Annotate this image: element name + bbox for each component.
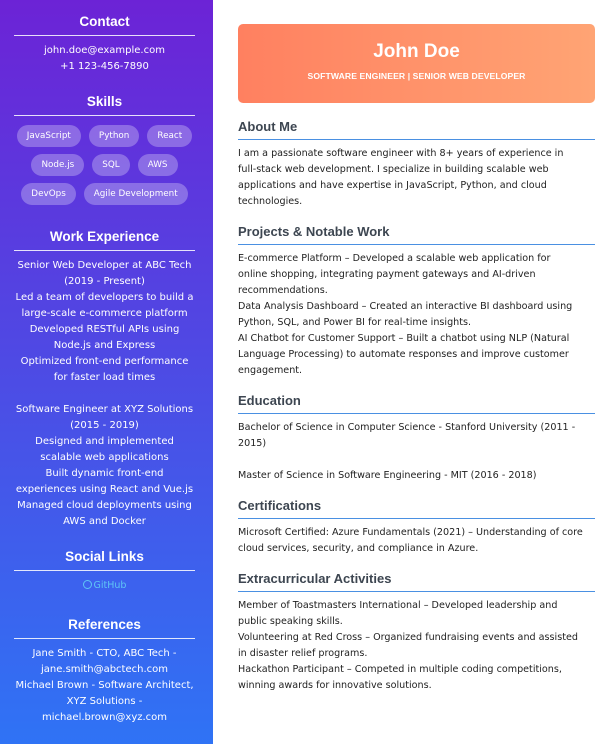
skill-pill: AWS — [138, 154, 178, 176]
job-line: Built dynamic front-end — [45, 468, 164, 479]
project-line: Python, SQL, and Power BI for real-time insights. — [238, 317, 472, 328]
work-section — [14, 229, 195, 530]
skill-pill: JavaScript — [17, 125, 81, 147]
person-role: SOFTWARE ENGINEER | SENIOR WEB DEVELOPER — [307, 71, 526, 81]
job-line: experiences using React and Vue.js — [15, 484, 194, 495]
reference-line: XYZ Solutions - — [66, 696, 143, 707]
social-title: Social Links — [14, 549, 195, 571]
github-icon — [83, 580, 92, 589]
project-line: Language Processing) to automate responses and improve customer — [238, 349, 569, 360]
skills-title: Skills — [14, 94, 195, 116]
job-dates: (2019 - Present) — [64, 276, 145, 287]
skill-pill: SQL — [92, 154, 129, 176]
sidebar — [0, 0, 213, 744]
job-dates: (2015 - 2019) — [70, 420, 139, 431]
job-line: Designed and implemented — [35, 436, 174, 447]
certification-line: Microsoft Certified: Azure Fundamentals (2021) – Understanding of core — [238, 527, 583, 538]
project-line: recommendations. — [238, 285, 328, 296]
work-title: Work Experience — [14, 229, 195, 251]
reference-email[interactable]: jane.smith@abctech.com — [41, 664, 168, 675]
job-line: Led a team of developers to build a — [15, 292, 194, 303]
certification-line: cloud services, security, and compliance in Azure. — [238, 543, 479, 554]
about-line: I am a passionate software engineer with 8+ years of experience in — [238, 148, 564, 159]
project-line: online shopping, integrating payment gateways and AI-driven — [238, 269, 536, 280]
name-header — [238, 24, 595, 103]
job-line: Optimized front-end performance — [20, 356, 189, 367]
job-line: for faster load times — [53, 372, 156, 383]
github-label: GitHub — [93, 580, 127, 591]
certifications-title: Certifications — [238, 498, 595, 519]
activity-line: winning awards for innovative solutions. — [238, 680, 432, 691]
about-line: full-stack web development. I specialize in building scalable web — [238, 164, 549, 175]
skills-row — [14, 183, 195, 205]
reference-line: Michael Brown - Software Architect, — [15, 680, 194, 691]
contact-section — [14, 14, 195, 75]
job-line: scalable web applications — [40, 452, 169, 463]
job-title: Software Engineer at XYZ Solutions — [15, 404, 194, 415]
about-section — [238, 119, 595, 210]
job-line: large-scale e-commerce platform — [21, 308, 188, 319]
job-line: AWS and Docker — [63, 516, 146, 527]
project-line: engagement. — [238, 365, 303, 376]
spacer — [238, 452, 595, 468]
activity-line: Volunteering at Red Cross – Organized fundraising events and assisted — [238, 632, 578, 643]
skill-pill: Node.js — [31, 154, 84, 176]
references-section — [14, 617, 195, 726]
skill-pill: React — [147, 125, 192, 147]
spacer — [14, 386, 195, 402]
about-title: About Me — [238, 119, 595, 140]
project-line: Data Analysis Dashboard – Created an interactive BI dashboard using — [238, 301, 573, 312]
activity-line: in disaster relief programs. — [238, 648, 368, 659]
github-link[interactable] — [14, 578, 195, 594]
certifications-section — [238, 498, 595, 557]
skill-pill: Agile Development — [84, 183, 188, 205]
education-line: 2015) — [238, 438, 267, 449]
references-title: References — [14, 617, 195, 639]
education-line: Master of Science in Software Engineering - MIT (2016 - 2018) — [238, 470, 537, 481]
skill-pill: DevOps — [21, 183, 75, 205]
job-line: Developed RESTful APIs using — [29, 324, 180, 335]
activity-line: Member of Toastmasters International – Developed leadership and — [238, 600, 558, 611]
contact-email[interactable]: john.doe@example.com — [44, 45, 165, 56]
projects-title: Projects & Notable Work — [238, 224, 595, 245]
skill-pill: Python — [89, 125, 140, 147]
about-line: technologies. — [238, 196, 303, 207]
project-line: AI Chatbot for Customer Support – Built a chatbot using NLP (Natural — [238, 333, 570, 344]
job-line: Managed cloud deployments using — [17, 500, 192, 511]
reference-line: Jane Smith - CTO, ABC Tech - — [32, 648, 177, 659]
education-section — [238, 393, 595, 484]
activities-title: Extracurricular Activities — [238, 571, 595, 592]
job-line: Node.js and Express — [53, 340, 156, 351]
activity-line: public speaking skills. — [238, 616, 343, 627]
job-title: Senior Web Developer at ABC Tech — [17, 260, 192, 271]
project-line: E-commerce Platform – Developed a scalable web application for — [238, 253, 551, 264]
activities-section — [238, 571, 595, 694]
education-line: Bachelor of Science in Computer Science - Stanford University (2011 - — [238, 422, 576, 433]
social-section — [14, 549, 195, 594]
contact-title: Contact — [14, 14, 195, 36]
skills-section — [14, 94, 195, 212]
person-name: John Doe — [373, 41, 460, 62]
reference-email[interactable]: michael.brown@xyz.com — [41, 712, 168, 723]
activity-line: Hackathon Participant – Competed in multiple coding competitions, — [238, 664, 562, 675]
skills-row — [14, 154, 195, 176]
skills-row — [14, 125, 195, 147]
contact-phone[interactable]: +1 123-456-7890 — [60, 61, 149, 72]
projects-section — [238, 224, 595, 379]
about-line: applications and have expertise in JavaScript, Python, and cloud — [238, 180, 547, 191]
education-title: Education — [238, 393, 595, 414]
